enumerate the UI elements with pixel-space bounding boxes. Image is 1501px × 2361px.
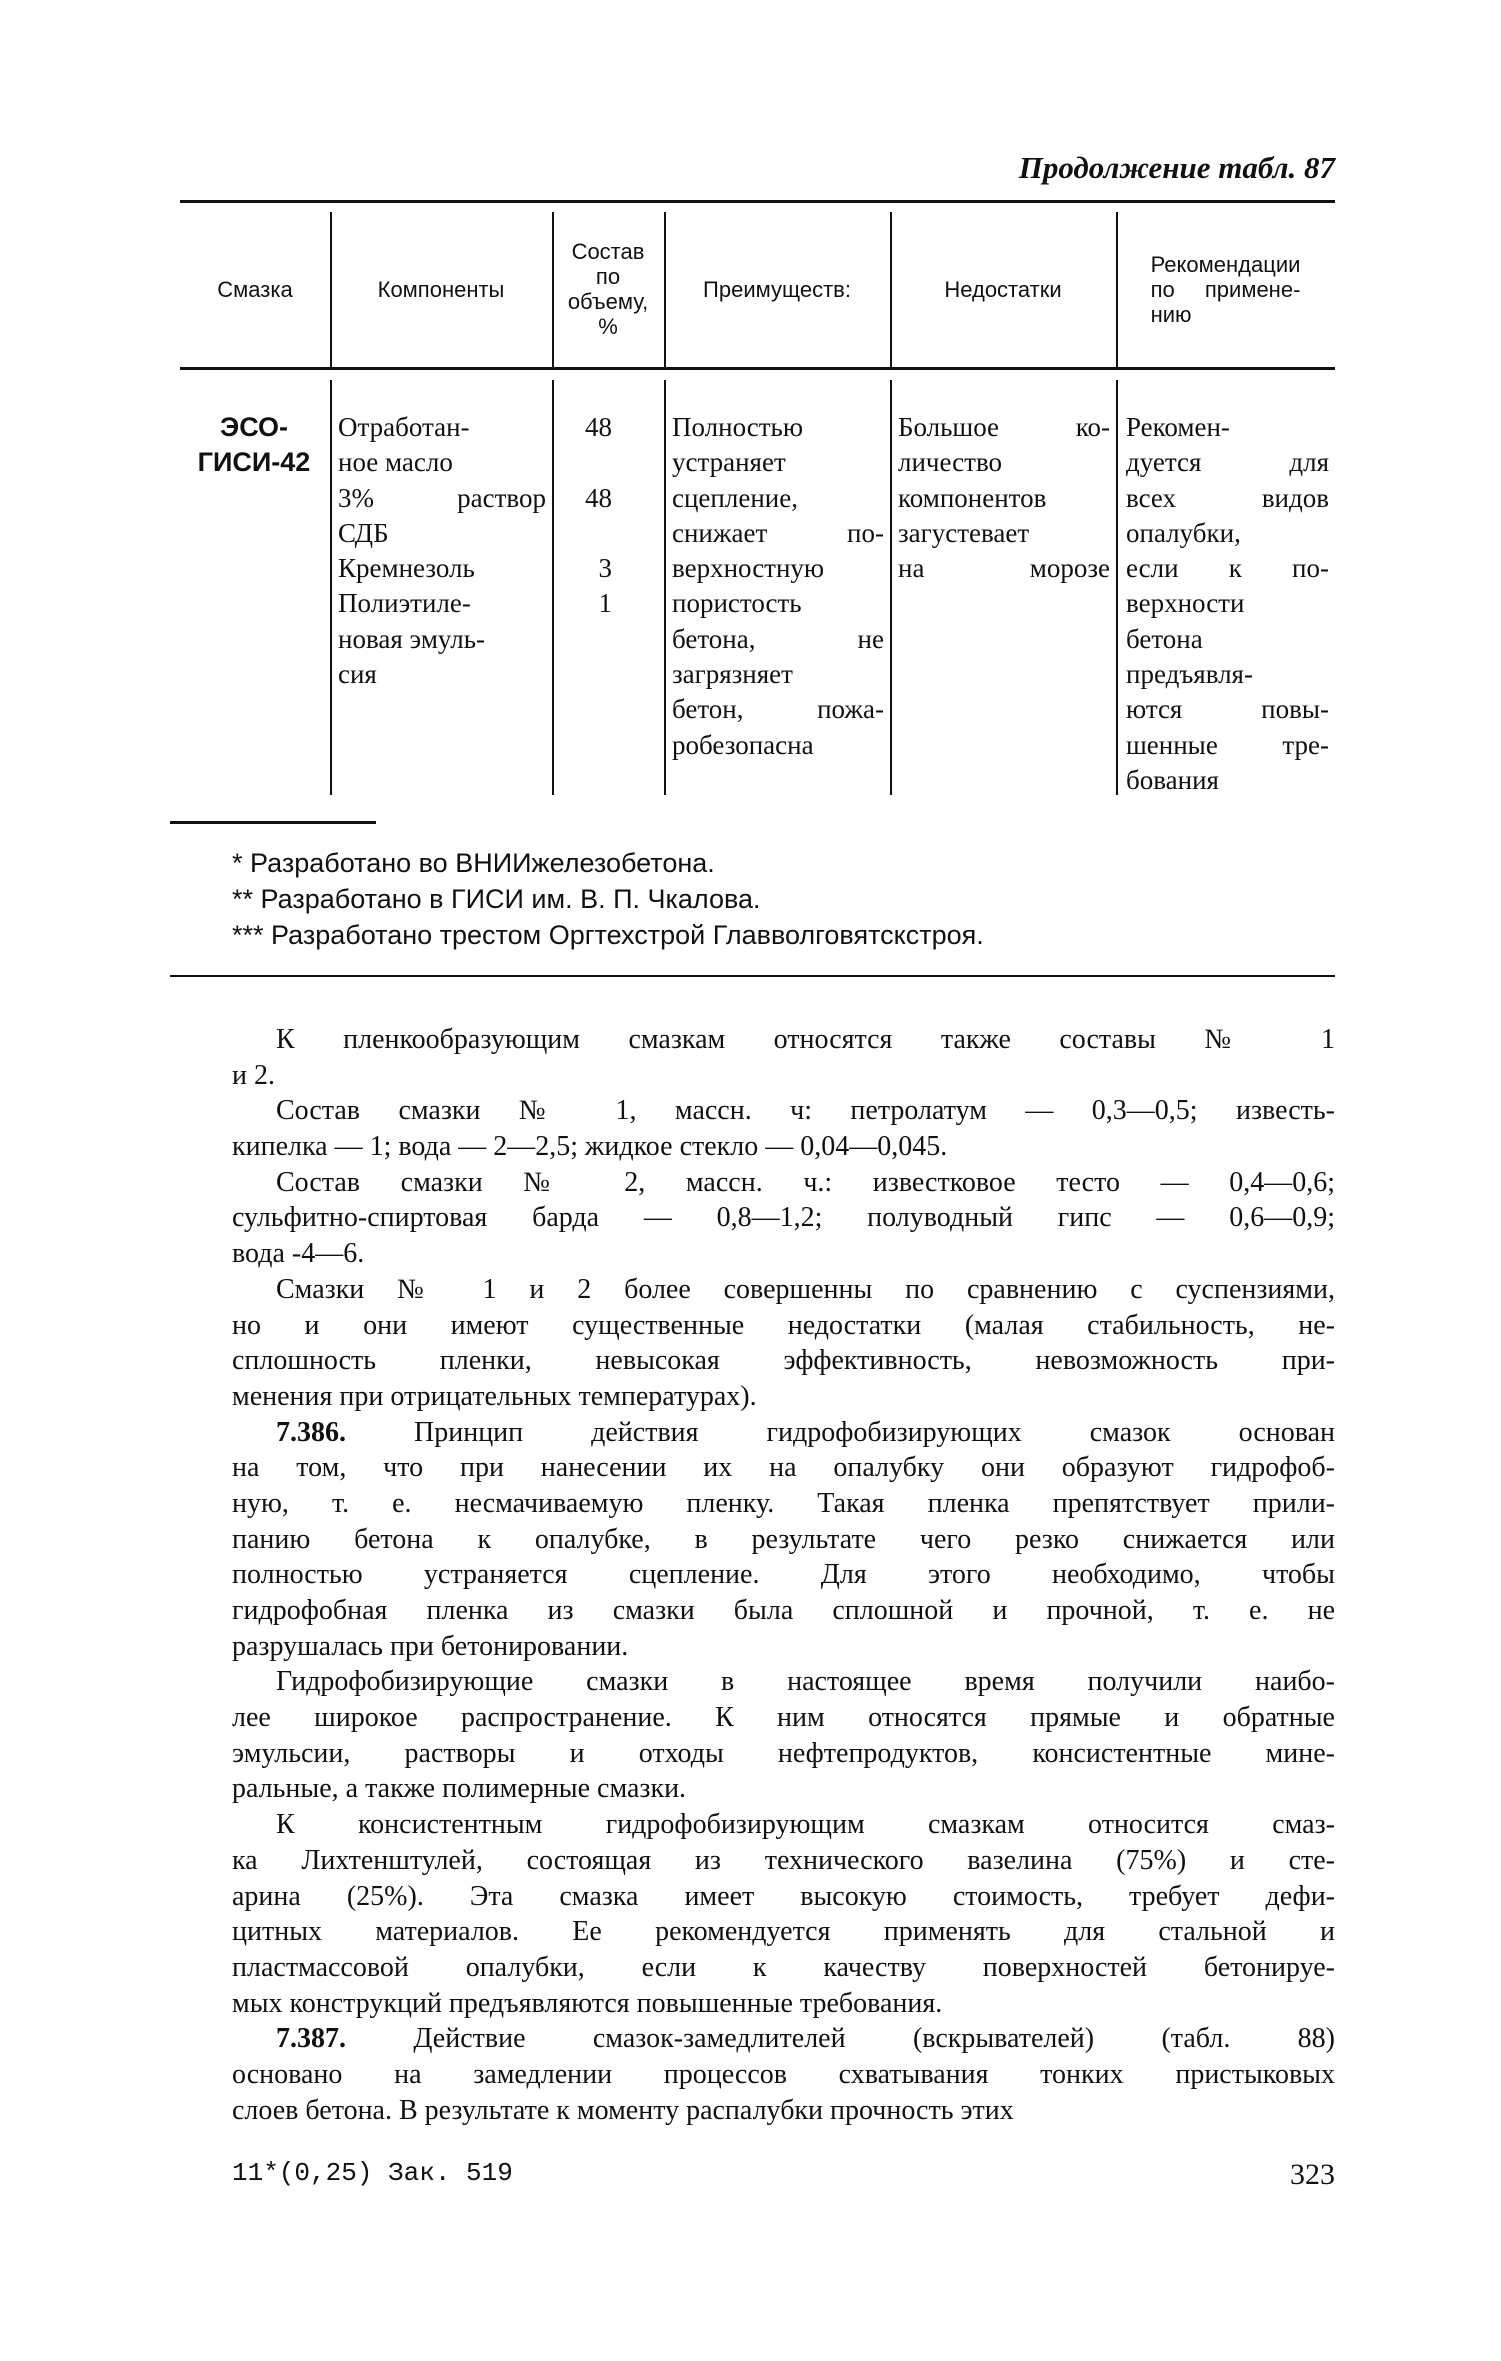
paragraph-line: вода -4—6. bbox=[232, 1238, 365, 1270]
table-cell-line: личество bbox=[898, 447, 1003, 478]
column-header bbox=[330, 210, 552, 368]
column-header bbox=[552, 210, 664, 368]
column-header-text bbox=[1151, 252, 1301, 327]
table-cell-line: на морозе bbox=[898, 553, 1110, 584]
table-cell-line: бетона bbox=[1126, 623, 1203, 654]
column-header-line: по bbox=[595, 264, 621, 289]
table-cell-line: дуется для bbox=[1126, 447, 1329, 478]
table-cell-line: ются повы- bbox=[1126, 694, 1329, 725]
column-header-line: Состав bbox=[571, 239, 645, 264]
table-cell-line: 3 bbox=[598, 553, 612, 584]
column-header-text bbox=[703, 277, 851, 302]
paragraph-line-text: Гидрофобизирующие смазки в настоящее время получили наибо- bbox=[276, 1666, 1335, 1698]
paragraph-line-text: Состав смазки № 2, массн. ч.: известковое тесто — 0,4—0,6; bbox=[276, 1166, 1335, 1198]
column-header-line: % bbox=[598, 314, 618, 339]
table-cell-line: бования bbox=[1126, 764, 1219, 795]
paragraph-line bbox=[232, 1093, 1335, 1129]
table-continuation-title: Продолжение табл. 87 bbox=[1018, 150, 1335, 185]
table-cell-line bbox=[552, 622, 612, 657]
section-number: 7.386. bbox=[276, 1416, 346, 1448]
table-cell-line: 1 bbox=[598, 588, 612, 619]
column-header-line: Компоненты bbox=[377, 276, 505, 302]
paragraph-line: мых конструкций предъявляются повышенные требования. bbox=[232, 1987, 943, 2019]
paragraph-line: гидрофобная пленка из смазки была сплошной и прочной, т. е. не bbox=[232, 1595, 1335, 1626]
footnote: * Разработано во ВНИИжелезобетона. bbox=[232, 848, 715, 878]
paragraph-line: ральные, а также полимерные смазки. bbox=[232, 1773, 687, 1805]
table-top-rule bbox=[180, 200, 1335, 203]
table-cell-line: верхностную bbox=[672, 553, 825, 584]
column-header-text bbox=[568, 239, 648, 339]
column-header bbox=[890, 210, 1116, 368]
paragraph-line-text: К пленкообразующим смазкам относятся также составы № 1 bbox=[276, 1024, 1335, 1055]
paragraph-line bbox=[232, 1807, 1335, 1843]
column-header-line: Преимуществ: bbox=[703, 276, 851, 302]
column-header-text bbox=[944, 277, 1061, 302]
table-cell-line: сцепление, bbox=[672, 482, 798, 513]
paragraph bbox=[232, 1415, 1335, 1665]
footnote: *** Разработано трестом Оргтехстрой Главволговятскстроя. bbox=[232, 920, 984, 950]
paragraph-line: лее широкое распространение. К ним относятся прямые и обратные bbox=[232, 1702, 1335, 1734]
table-cell-line: 48 bbox=[585, 412, 612, 442]
column-divider bbox=[890, 380, 892, 795]
table-cell-line: Большое ко- bbox=[898, 412, 1110, 442]
table-cell-recommendations bbox=[1126, 410, 1329, 798]
table-cell-line: шенные тре- bbox=[1126, 729, 1329, 760]
table-cell-line: новая эмуль- bbox=[338, 623, 486, 654]
paragraph bbox=[232, 1165, 1335, 1272]
table-cell-line: 3% раствор bbox=[338, 482, 546, 513]
table-cell-line: устраняет bbox=[672, 447, 786, 478]
paragraph-line: панию бетона к опалубке, в результате чего резко снижается или bbox=[232, 1523, 1335, 1555]
table-cell-line: предъявля- bbox=[1126, 659, 1253, 690]
paragraph-line: и 2. bbox=[232, 1059, 275, 1091]
paragraph-line-text: Состав смазки № 1, массн. ч: петролатум — 0,3—0,5; известь- bbox=[276, 1095, 1335, 1127]
table-cell-line: Кремнезоль bbox=[338, 553, 475, 584]
table-cell-line: ГИСИ-42 bbox=[197, 447, 311, 478]
paragraph bbox=[232, 2021, 1335, 2128]
table-cell-value bbox=[552, 410, 612, 692]
table-cell-line: Отработан- bbox=[338, 412, 470, 442]
table-cell-disadvantages bbox=[898, 410, 1110, 586]
paragraph-line: разрушалась при бетонировании. bbox=[232, 1630, 629, 1662]
table-cell-name bbox=[184, 410, 324, 481]
paragraph-line: полностью устраняется сцепление. Для этого необходимо, чтобы bbox=[232, 1559, 1335, 1591]
footnote: ** Разработано в ГИСИ им. В. П. Чкалова. bbox=[232, 884, 761, 914]
table-cell-line: загрязняет bbox=[672, 659, 793, 690]
table-cell-line: снижает по- bbox=[672, 517, 884, 548]
table-cell-line bbox=[552, 657, 612, 692]
paragraph-line: ка Лихтенштулей, состоящая из технического вазелина (75%) и сте- bbox=[232, 1844, 1335, 1876]
table-cell-component bbox=[338, 410, 546, 692]
column-header-line: Недостатки bbox=[944, 276, 1062, 302]
paragraph-line-text: Действие смазок-замедлителей (вскрывателей) (табл. 88) bbox=[413, 2023, 1335, 2055]
table-cell-line: 48 bbox=[585, 482, 612, 513]
paragraph-line-text: К консистентным гидрофобизирующим смазкам относится смаз- bbox=[276, 1809, 1335, 1841]
table-cell-line: Полиэтиле- bbox=[338, 588, 471, 619]
paragraph-line bbox=[232, 1415, 1335, 1451]
paragraph-line: на том, что при нанесении их на опалубку они образуют гидрофоб- bbox=[232, 1452, 1335, 1484]
paragraph-line: основано на замедлении процессов схватывания тонких пристыковых bbox=[232, 2058, 1335, 2090]
paragraph-line bbox=[232, 1664, 1335, 1700]
paragraph bbox=[232, 1664, 1335, 1807]
paragraph-line: ную, т. е. несмачиваемую пленку. Такая пленка препятствует прили- bbox=[232, 1487, 1335, 1519]
paragraph-line: сплошность пленки, невысокая эффективность, невозможность при- bbox=[232, 1345, 1335, 1377]
table-cell-line: Рекомен- bbox=[1126, 412, 1230, 442]
paragraph-line: но и они имеют существенные недостатки (малая стабильность, не- bbox=[232, 1309, 1335, 1341]
paragraph-line bbox=[232, 1022, 1335, 1058]
column-divider bbox=[330, 380, 332, 795]
table-cell-line bbox=[552, 445, 612, 480]
paragraph-line bbox=[232, 1165, 1335, 1201]
section-number: 7.387. bbox=[276, 2023, 346, 2055]
paragraph-line: менения при отрицательных температурах). bbox=[232, 1380, 757, 1412]
table-cell-line: робезопасна bbox=[672, 729, 814, 760]
section-separator bbox=[170, 975, 1335, 977]
paragraph-line: кипелка — 1; вода — 2—2,5; жидкое стекло — 0,04—0,045. bbox=[232, 1131, 948, 1163]
table-cell-line: бетон, пожа- bbox=[672, 694, 884, 725]
table-cell-line: если к по- bbox=[1126, 553, 1329, 584]
table-cell-line: Полностью bbox=[672, 412, 804, 442]
table-cell-line: ное масло bbox=[338, 447, 453, 478]
column-divider bbox=[664, 380, 666, 795]
table-cell-line: опалубки, bbox=[1126, 517, 1241, 548]
table-cell-line bbox=[552, 516, 612, 551]
paragraph-line: цитных материалов. Ее рекомендуется применять для стальной и bbox=[232, 1916, 1335, 1948]
paragraph bbox=[232, 1093, 1335, 1164]
column-divider bbox=[1116, 380, 1118, 795]
table-cell-line: пористость bbox=[672, 588, 802, 619]
table-cell-line: компонентов bbox=[898, 482, 1047, 513]
paragraph-line-text: Принцип действия гидрофобизирующих смазок основан bbox=[414, 1416, 1336, 1448]
table-cell-line: всех видов bbox=[1126, 482, 1329, 513]
table-cell-line: бетона, не bbox=[672, 623, 884, 654]
table-cell-line: СДБ bbox=[338, 517, 389, 548]
table-cell-line: загустевает bbox=[898, 517, 1030, 548]
paragraph bbox=[232, 1807, 1335, 2021]
page-number: 323 bbox=[1290, 2158, 1335, 2191]
table-cell-line: сия bbox=[338, 659, 377, 690]
column-header bbox=[664, 210, 890, 368]
paragraph-line bbox=[232, 1272, 1335, 1308]
column-header-text bbox=[217, 277, 292, 302]
column-header bbox=[180, 210, 330, 368]
column-header-text bbox=[378, 277, 505, 302]
column-header-line: объему, bbox=[567, 289, 649, 314]
column-header bbox=[1116, 210, 1335, 368]
paragraph-line: слоев бетона. В результате к моменту распалубки прочность этих bbox=[232, 2094, 1014, 2126]
table-cell-line: ЭСО- bbox=[219, 412, 289, 442]
table-cell-line: верхности bbox=[1126, 588, 1245, 619]
paragraph-line-text: Смазки № 1 и 2 более совершенны по сравнению с суспензиями, bbox=[276, 1273, 1335, 1305]
paragraph bbox=[232, 1272, 1335, 1415]
column-header-line: Смазка bbox=[217, 276, 293, 302]
paragraph-line: арина (25%). Эта смазка имеет высокую стоимость, требует дефи- bbox=[232, 1880, 1335, 1912]
table-cell-advantages bbox=[672, 410, 884, 763]
footnote-rule bbox=[170, 821, 376, 824]
paragraph-line bbox=[232, 2021, 1335, 2057]
paragraph-line: пластмассовой опалубки, если к качеству поверхностей бетонируе- bbox=[232, 1951, 1335, 1983]
body-text bbox=[232, 1022, 1335, 2128]
paragraph-line: сульфитно-спиртовая барда — 0,8—1,2; полуводный гипс — 0,6—0,9; bbox=[232, 1202, 1335, 1234]
column-header-line: Рекомендации bbox=[1150, 251, 1301, 277]
column-header-line: нию bbox=[1150, 301, 1192, 327]
footer-print-info: 11*(0,25) Зак. 519 bbox=[232, 2158, 513, 2188]
column-header-line: по примене- bbox=[1150, 276, 1301, 302]
paragraph bbox=[232, 1022, 1335, 1093]
paragraph-line: эмульсии, растворы и отходы нефтепродуктов, консистентные мине- bbox=[232, 1737, 1335, 1769]
